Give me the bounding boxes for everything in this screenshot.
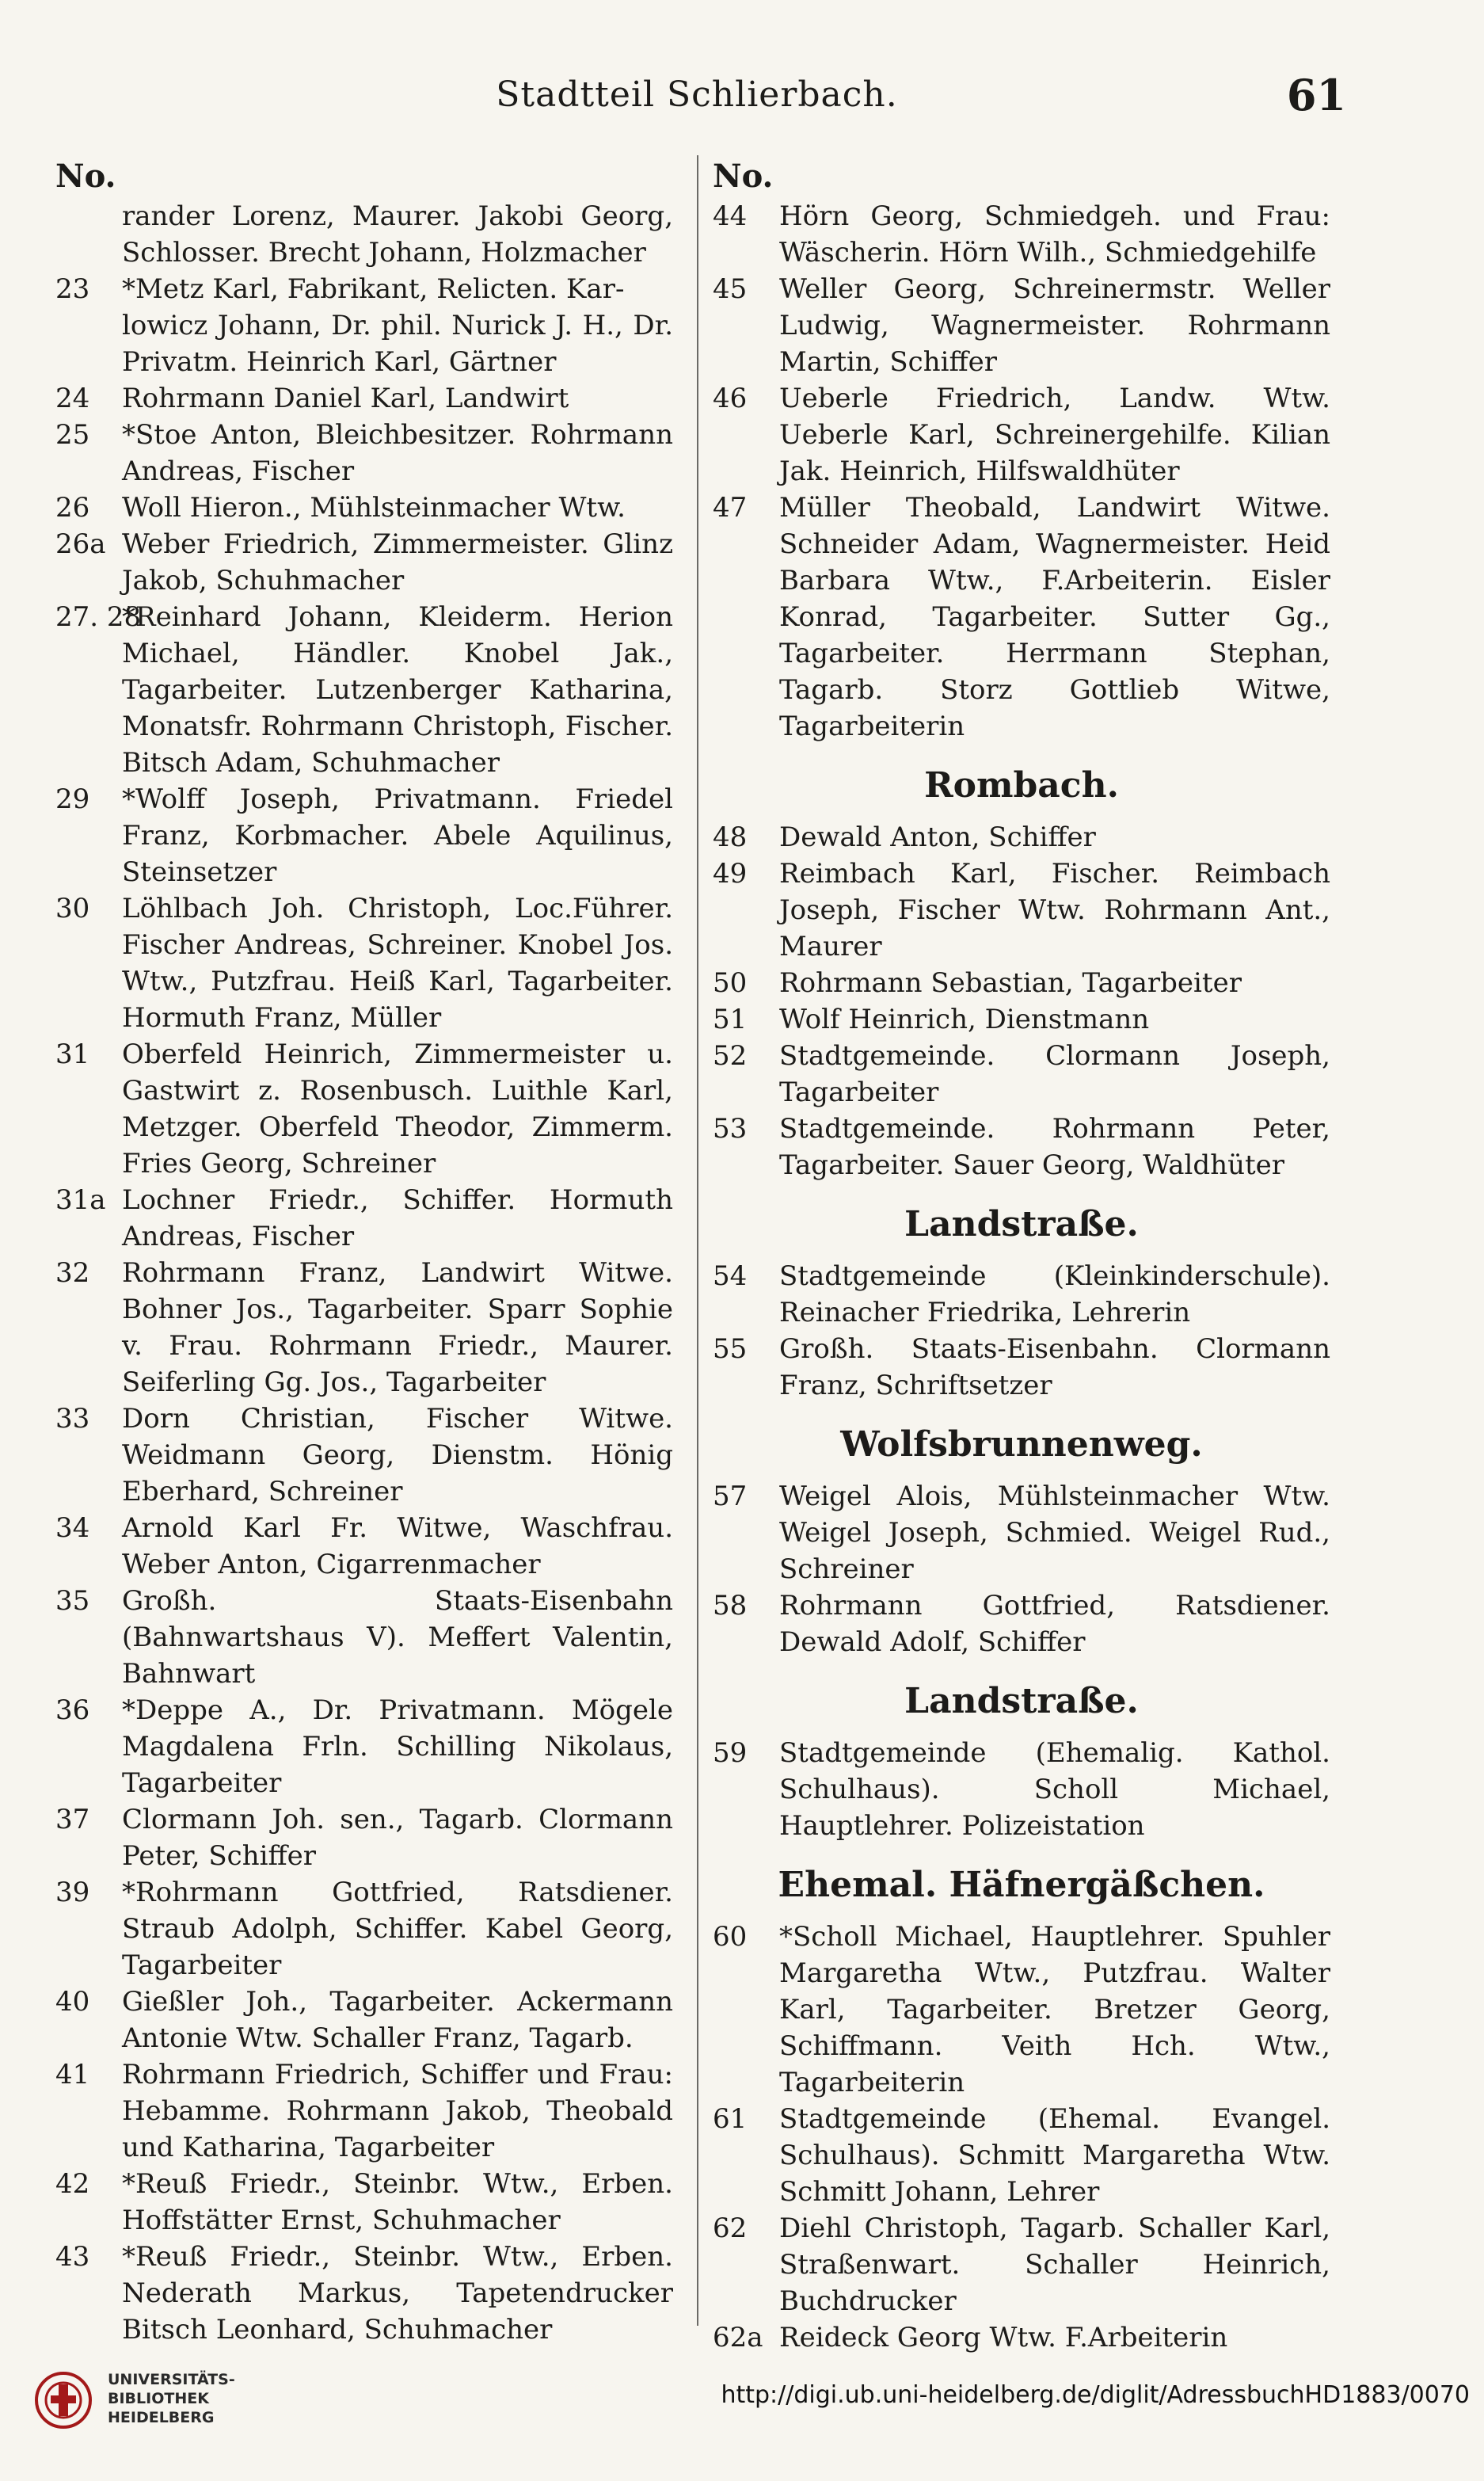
house-number: 29 [55,783,90,815]
resident-list: Lochner Friedr., Schiffer. Hormuth Andreas, Fischer [122,1184,673,1252]
directory-entry [713,1735,1330,1844]
resident-list: Arnold Karl Fr. Witwe, Waschfrau. Weber Anton, Cigarrenmacher [122,1512,673,1580]
left-entry-list [55,198,673,2348]
house-number: 54 [713,1260,748,1292]
left-column [55,158,673,2348]
directory-entry [55,2056,673,2166]
house-number: 62a [713,2322,763,2353]
resident-list: *Wolff Joseph, Privatmann. Friedel Franz, Korbmacher. Abele Aquilinus, Steinsetzer [122,783,673,888]
house-number [55,307,122,380]
house-number: 35 [55,1585,90,1617]
column-divider [697,155,698,2326]
house-number: 39 [55,1877,90,1908]
logo-line: BIBLIOTHEK [108,2390,209,2407]
resident-list: Löhlbach Joh. Christoph, Loc.Führer. Fischer Andreas, Schreiner. Knobel Jos. Wtw., Putzfrau. Heiß Karl, Tagarbeiter. Hormuth Franz, Müller [122,893,673,1034]
directory-entry [713,856,1330,965]
directory-entry [55,490,673,526]
street-section [713,198,1330,745]
directory-entry [55,380,673,417]
source-url-link[interactable]: http://digi.ub.uni-heidelberg.de/diglit/AdressbuchHD1883/0070 [721,2381,1470,2409]
house-number: 27. 28 [55,601,142,633]
house-number: 26 [55,492,90,524]
house-number: 52 [713,1040,748,1072]
directory-entry [55,599,673,781]
house-number: 37 [55,1804,90,1835]
right-section-list [713,198,1330,2356]
house-number: 60 [713,1921,748,1953]
number-heading: No. [713,158,774,195]
library-seal-icon [32,2361,95,2440]
resident-list: Wolf Heinrich, Dienstmann [779,1004,1150,1035]
directory-entry [713,2101,1330,2210]
directory-entry [55,1984,673,2056]
resident-list: *Metz Karl, Fabrikant, Relicten. Kar- [122,273,625,305]
page-header [55,70,1346,133]
directory-entry [55,781,673,890]
house-number: 36 [55,1694,90,1726]
directory-entry [713,819,1330,856]
directory-entry [55,2239,673,2348]
logo-line: UNIVERSITÄTS- [108,2371,235,2388]
house-number: 49 [713,858,748,890]
street-section [713,1202,1330,1404]
resident-list: Reideck Georg Wtw. F.Arbeiterin [779,2322,1228,2353]
resident-list: *Rohrmann Gottfried, Ratsdiener. Straub Adolph, Schiffer. Kabel Georg, Tagarbeiter [122,1877,673,1981]
directory-entry [55,890,673,1036]
house-number: 47 [713,492,748,524]
directory-entry [55,417,673,490]
resident-list: Rohrmann Franz, Landwirt Witwe. Bohner Jos., Tagarbeiter. Sparr Sophie v. Frau. Rohrmann Friedr., Maurer. Seiferling Gg. Jos., Tagarbeiter [122,1257,673,1398]
number-heading: No. [55,158,116,195]
house-number: 32 [55,1257,90,1289]
directory-entry [713,198,1330,271]
directory-entry [713,1587,1330,1660]
page-number: 61 [1286,70,1346,120]
library-logo-text [108,2370,235,2427]
house-number: 34 [55,1512,90,1544]
directory-entry [55,307,673,380]
resident-list: Stadtgemeinde. Clormann Joseph, Tagarbeiter [779,1040,1330,1108]
house-number: 31 [55,1039,90,1070]
house-number: 61 [713,2103,748,2135]
resident-list: Weber Friedrich, Zimmermeister. Glinz Jakob, Schuhmacher [122,528,673,596]
house-number: 41 [55,2059,90,2090]
resident-list: Oberfeld Heinrich, Zimmermeister u. Gastwirt z. Rosenbusch. Luithle Karl, Metzger. Oberfeld Theodor, Zimmerm. Fries Georg, Schreiner [122,1039,673,1180]
directory-entry [713,380,1330,490]
resident-list: Müller Theobald, Landwirt Witwe. Schneider Adam, Wagnermeister. Heid Barbara Wtw., F.Arbeiterin. Eisler Konrad, Tagarbeiter. Sutter Gg., Tagarbeiter. Herrmann Stephan, Tagarb. Storz Gottlieb Witwe, Tagarbeiterin [779,492,1330,742]
resident-list: Reimbach Karl, Fischer. Reimbach Joseph, Fischer Wtw. Rohrmann Ant., Maurer [779,858,1330,962]
directory-entry [713,490,1330,745]
resident-list: Hörn Georg, Schmiedgeh. und Frau: Wäscherin. Hörn Wilh., Schmiedgehilfe [779,200,1330,269]
street-section [713,1679,1330,1844]
resident-list: Gießler Joh., Tagarbeiter. Ackermann Antonie Wtw. Schaller Franz, Tagarb. [122,1986,673,2054]
directory-entry [713,1478,1330,1587]
directory-entry [55,1036,673,1182]
directory-entry [55,526,673,599]
resident-list: Diehl Christoph, Tagarb. Schaller Karl, Straßenwart. Schaller Heinrich, Buchdrucker [779,2212,1330,2317]
resident-list: *Deppe A., Dr. Privatmann. Mögele Magdalena Frln. Schilling Nikolaus, Tagarbeiter [122,1694,673,1799]
resident-list: Dorn Christian, Fischer Witwe. Weidmann Georg, Dienstm. Hönig Eberhard, Schreiner [122,1403,673,1507]
directory-entry [55,1255,673,1401]
resident-list: Clormann Joh. sen., Tagarb. Clormann Peter, Schiffer [122,1804,673,1872]
resident-list: Großh. Staats-Eisenbahn (Bahnwartshaus V). Meffert Valentin, Bahnwart [122,1585,673,1690]
house-number: 58 [713,1590,748,1622]
house-number: 23 [55,273,90,305]
street-heading: Landstraße. [904,1204,1139,1244]
house-number: 25 [55,419,90,451]
house-number: 40 [55,1986,90,2018]
page-title: Stadtteil Schlierbach. [496,74,898,115]
directory-entry [713,1258,1330,1331]
resident-list: *Reuß Friedr., Steinbr. Wtw., Erben. Hoffstätter Ernst, Schuhmacher [122,2168,673,2236]
house-number: 50 [713,967,748,999]
directory-entry [713,1001,1330,1038]
resident-list: Stadtgemeinde (Kleinkinderschule). Reinacher Friedrika, Lehrerin [779,1260,1330,1328]
directory-entry [713,1331,1330,1404]
house-number: 62 [713,2212,748,2244]
street-section [713,1863,1330,2356]
directory-entry [55,1874,673,1984]
street-section [713,764,1330,1183]
resident-list: *Stoe Anton, Bleichbesitzer. Rohrmann Andreas, Fischer [122,419,673,487]
resident-list: Dewald Anton, Schiffer [779,821,1096,853]
resident-list: lowicz Johann, Dr. phil. Nurick J. H., Dr. Privatm. Heinrich Karl, Gärtner [122,310,673,378]
house-number: 30 [55,893,90,924]
directory-entry [713,2210,1330,2319]
resident-list: Rohrmann Friedrich, Schiffer und Frau: Hebamme. Rohrmann Jakob, Theobald und Katharina, Tagarbeiter [122,2059,673,2163]
directory-entry [55,1182,673,1255]
resident-list: *Reinhard Johann, Kleiderm. Herion Michael, Händler. Knobel Jak., Tagarbeiter. Lutzenberger Katharina, Monatsfr. Rohrmann Christoph, Fischer. Bitsch Adam, Schuhmacher [122,601,673,779]
right-column [713,158,1330,2356]
directory-entry [713,1919,1330,2101]
resident-list: Weller Georg, Schreinermstr. Weller Ludwig, Wagnermeister. Rohrmann Martin, Schiffer [779,273,1330,378]
directory-entry [713,1111,1330,1183]
logo-line: HEIDELBERG [108,2409,215,2426]
house-number: 57 [713,1481,748,1512]
resident-list: Weigel Alois, Mühlsteinmacher Wtw. Weigel Joseph, Schmied. Weigel Rud., Schreiner [779,1481,1330,1585]
directory-entry [55,1510,673,1583]
house-number: 44 [713,200,748,232]
street-section [713,1423,1330,1660]
street-heading: Rombach. [924,765,1119,806]
directory-entry [55,1801,673,1874]
house-number: 59 [713,1737,748,1769]
house-number: 46 [713,383,748,414]
street-heading: Landstraße. [904,1681,1139,1721]
house-number: 53 [713,1113,748,1145]
directory-entry [55,1401,673,1510]
street-heading: Wolfsbrunnenweg. [840,1424,1203,1465]
resident-list: Großh. Staats-Eisenbahn. Clormann Franz, Schriftsetzer [779,1333,1330,1401]
resident-list: Stadtgemeinde (Ehemalig. Kathol. Schulhaus). Scholl Michael, Hauptlehrer. Polizeistation [779,1737,1330,1842]
house-number: 43 [55,2241,90,2273]
house-number: 48 [713,821,748,853]
house-number: 42 [55,2168,90,2200]
directory-entry [55,2166,673,2239]
library-logo[interactable] [32,2361,235,2448]
house-number: 26a [55,528,106,560]
house-number [55,198,122,271]
directory-entry [55,1583,673,1692]
resident-list: Rohrmann Daniel Karl, Landwirt [122,383,569,414]
directory-entry [55,198,673,271]
directory-entry [713,965,1330,1001]
page-footer [0,2345,1484,2481]
resident-list: Stadtgemeinde (Ehemal. Evangel. Schulhaus). Schmitt Margaretha Wtw. Schmitt Johann, Lehrer [779,2103,1330,2208]
house-number: 31a [55,1184,106,1216]
directory-entry [713,271,1330,380]
directory-entry [713,1038,1330,1111]
directory-entry [55,271,673,307]
directory-entry [55,1692,673,1801]
resident-list: Rohrmann Gottfried, Ratsdiener. Dewald Adolf, Schiffer [779,1590,1330,1658]
house-number: 24 [55,383,90,414]
street-heading: Ehemal. Häfnergäßchen. [778,1865,1265,1905]
house-number: 45 [713,273,748,305]
resident-list: *Scholl Michael, Hauptlehrer. Spuhler Margaretha Wtw., Putzfrau. Walter Karl, Tagarbeiter. Bretzer Georg, Schiffmann. Veith Hch. Wtw., Tagarbeiterin [779,1921,1330,2098]
house-number: 33 [55,1403,90,1435]
resident-list: *Reuß Friedr., Steinbr. Wtw., Erben. Nederath Markus, Tapetendrucker Bitsch Leonhard, Schuhmacher [122,2241,673,2346]
resident-list: Woll Hieron., Mühlsteinmacher Wtw. [122,492,626,524]
resident-list: Rohrmann Sebastian, Tagarbeiter [779,967,1242,999]
resident-list: rander Lorenz, Maurer. Jakobi Georg, Schlosser. Brecht Johann, Holzmacher [122,200,673,269]
resident-list: Ueberle Friedrich, Landw. Wtw. Ueberle Karl, Schreinergehilfe. Kilian Jak. Heinrich, Hilfswaldhüter [779,383,1330,487]
house-number: 55 [713,1333,748,1365]
resident-list: Stadtgemeinde. Rohrmann Peter, Tagarbeiter. Sauer Georg, Waldhüter [779,1113,1330,1181]
house-number: 51 [713,1004,748,1035]
